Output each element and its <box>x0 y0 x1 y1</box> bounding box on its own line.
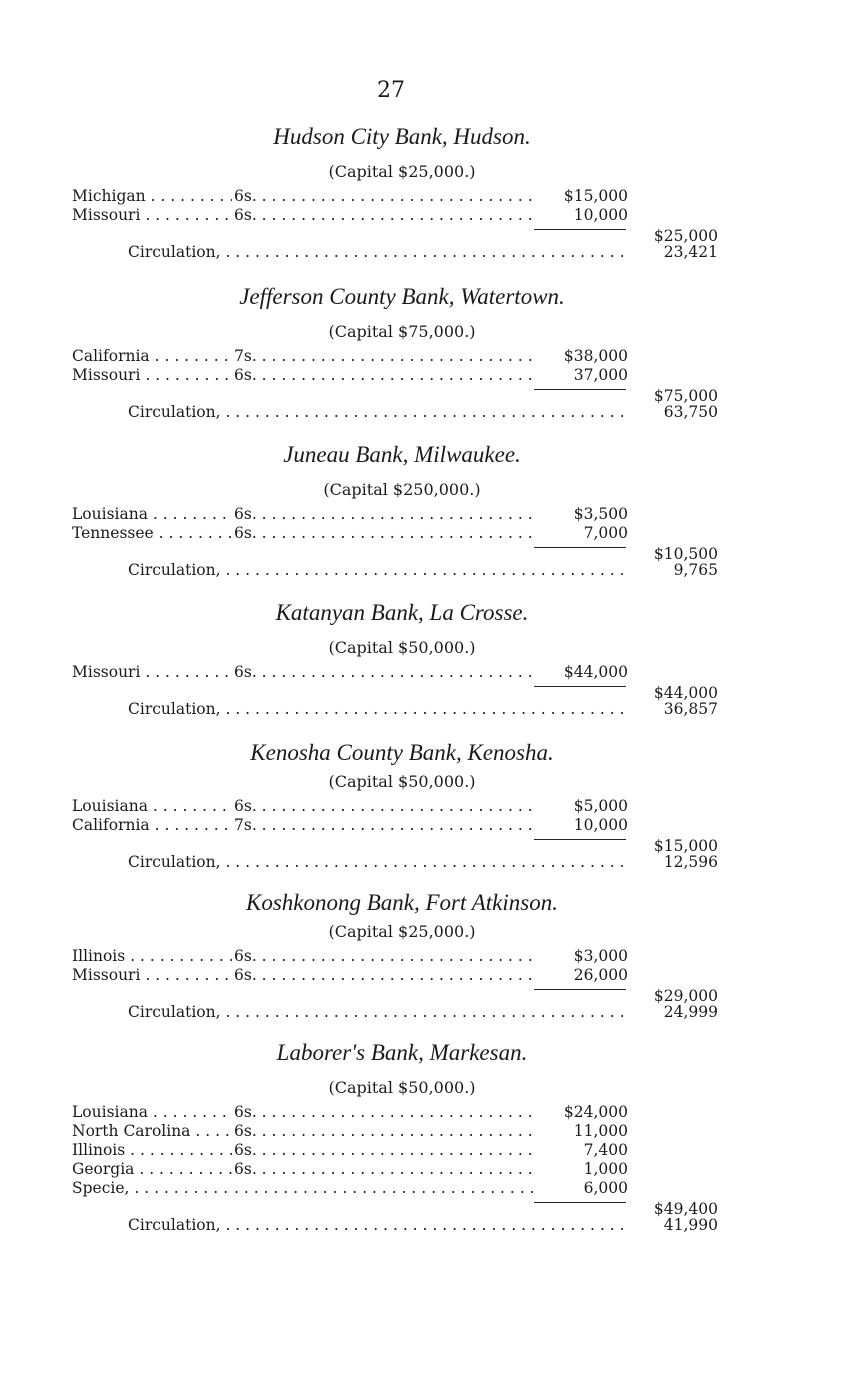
holding-rate: 6s <box>234 947 252 965</box>
holding-state: Missouri <box>72 663 141 681</box>
holdings-list <box>72 505 722 543</box>
holdings-list <box>72 797 722 835</box>
holding-row <box>72 187 722 206</box>
holding-state: Louisiana <box>72 797 148 815</box>
circulation-label: Circulation, <box>128 1003 221 1021</box>
circulation-row <box>72 853 722 872</box>
subtotal-rule <box>534 389 626 390</box>
bank-total: $25,000 <box>653 227 718 245</box>
holding-row <box>72 816 722 835</box>
bank-title: Laborer's Bank, Markesan. <box>276 1040 528 1065</box>
holding-amount: 10,000 <box>568 206 628 225</box>
holding-row <box>72 366 722 385</box>
circulation-value: 9,765 <box>673 561 718 579</box>
circulation-value: 24,999 <box>663 1003 718 1021</box>
holding-amount: $3,000 <box>568 947 628 966</box>
holding-rate: 6s <box>234 187 252 205</box>
holding-amount: $38,000 <box>558 347 628 366</box>
circulation-label: Circulation, <box>128 561 221 579</box>
holding-rate: 6s <box>234 797 252 815</box>
holding-state: California <box>72 347 150 365</box>
holding-row <box>72 206 722 225</box>
bank-total: $29,000 <box>653 987 718 1005</box>
subtotal-rule <box>534 547 626 548</box>
holding-amount: 7,000 <box>578 524 628 543</box>
circulation-label: Circulation, <box>128 700 221 718</box>
holding-row <box>72 347 722 366</box>
holding-amount: 10,000 <box>568 816 628 835</box>
holding-state: Missouri <box>72 206 141 224</box>
holding-amount: $44,000 <box>558 663 628 682</box>
holding-row <box>72 966 722 985</box>
holding-rate: 6s <box>234 1160 252 1178</box>
page-number: 27 <box>377 78 405 103</box>
bank-total: $75,000 <box>653 387 718 405</box>
bank-total: $44,000 <box>653 684 718 702</box>
circulation-row <box>72 700 722 719</box>
circulation-value: 41,990 <box>663 1216 718 1234</box>
subtotal-rule-row <box>72 543 722 561</box>
holdings-list <box>72 663 722 682</box>
holding-row <box>72 1122 722 1141</box>
bank-capital: (Capital $250,000.) <box>323 480 481 499</box>
holding-state: Louisiana <box>72 1103 148 1121</box>
bank-entry-kenosha-county <box>72 740 722 872</box>
subtotal-rule-row <box>72 835 722 853</box>
subtotal-rule <box>534 1202 626 1203</box>
holding-rate: 7s <box>234 347 252 365</box>
circulation-row <box>72 243 722 262</box>
bank-title: Katanyan Bank, La Crosse. <box>275 600 529 625</box>
circulation-row <box>72 403 722 422</box>
holding-state: Illinois <box>72 947 126 965</box>
bank-capital: (Capital $25,000.) <box>328 922 476 941</box>
holding-state: Specie, <box>72 1179 130 1197</box>
bank-entry-katanyan <box>72 600 722 719</box>
bank-capital: (Capital $50,000.) <box>328 1078 476 1097</box>
holding-amount: $3,500 <box>568 505 628 524</box>
holding-amount: 37,000 <box>568 366 628 385</box>
holding-row <box>72 663 722 682</box>
holding-state: Missouri <box>72 366 141 384</box>
holding-amount: $15,000 <box>558 187 628 206</box>
holding-state: Illinois <box>72 1141 126 1159</box>
bank-total: $49,400 <box>653 1200 718 1218</box>
bank-title: Jefferson County Bank, Watertown. <box>239 284 565 309</box>
bank-entry-laborers <box>72 1040 722 1235</box>
holdings-list <box>72 187 722 225</box>
circulation-label: Circulation, <box>128 1216 221 1234</box>
circulation-value: 36,857 <box>663 700 718 718</box>
holding-state: California <box>72 816 150 834</box>
holding-state: Michigan <box>72 187 146 205</box>
bank-title: Hudson City Bank, Hudson. <box>273 124 531 149</box>
bank-title: Kenosha County Bank, Kenosha. <box>250 740 554 765</box>
bank-entry-juneau <box>72 442 722 580</box>
bank-total: $10,500 <box>653 545 718 563</box>
holding-rate: 6s <box>234 505 252 523</box>
bank-total: $15,000 <box>653 837 718 855</box>
subtotal-rule-row <box>72 1198 722 1216</box>
holding-rate: 6s <box>234 1122 252 1140</box>
bank-title: Juneau Bank, Milwaukee. <box>283 442 521 467</box>
subtotal-rule-row <box>72 682 722 700</box>
holding-amount: 1,000 <box>578 1160 628 1179</box>
holdings-list <box>72 347 722 385</box>
holding-state: Missouri <box>72 966 141 984</box>
bank-capital: (Capital $50,000.) <box>328 638 476 657</box>
holding-rate: 6s <box>234 966 252 984</box>
circulation-row <box>72 1003 722 1022</box>
holding-row <box>72 524 722 543</box>
holding-amount: 6,000 <box>578 1179 628 1198</box>
subtotal-rule-row <box>72 985 722 1003</box>
subtotal-rule <box>534 839 626 840</box>
subtotal-rule <box>534 229 626 230</box>
holding-rate: 6s <box>234 206 252 224</box>
holding-amount: 26,000 <box>568 966 628 985</box>
circulation-label: Circulation, <box>128 853 221 871</box>
holding-rate: 7s <box>234 816 252 834</box>
bank-entry-jefferson-county <box>72 284 722 422</box>
circulation-value: 23,421 <box>663 243 718 261</box>
bank-entry-koshkonong <box>72 890 722 1022</box>
holding-amount: $24,000 <box>558 1103 628 1122</box>
holding-state: North Carolina <box>72 1122 191 1140</box>
circulation-value: 63,750 <box>663 403 718 421</box>
bank-entry-hudson-city <box>72 124 722 262</box>
subtotal-rule-row <box>72 385 722 403</box>
bank-capital: (Capital $50,000.) <box>328 772 476 791</box>
holding-row <box>72 947 722 966</box>
subtotal-rule <box>534 686 626 687</box>
holding-row <box>72 1141 722 1160</box>
holding-row <box>72 797 722 816</box>
holding-rate: 6s <box>234 1103 252 1121</box>
holding-state: Louisiana <box>72 505 148 523</box>
holding-row <box>72 1179 722 1198</box>
holding-rate: 6s <box>234 1141 252 1159</box>
holding-state: Georgia <box>72 1160 135 1178</box>
bank-capital: (Capital $25,000.) <box>328 162 476 181</box>
bank-title: Koshkonong Bank, Fort Atkinson. <box>246 890 558 915</box>
holdings-list <box>72 947 722 985</box>
holding-row <box>72 1160 722 1179</box>
holding-rate: 6s <box>234 524 252 542</box>
holdings-list <box>72 1103 722 1198</box>
holding-rate: 6s <box>234 663 252 681</box>
holding-amount: $5,000 <box>568 797 628 816</box>
circulation-row <box>72 1216 722 1235</box>
bank-capital: (Capital $75,000.) <box>328 322 476 341</box>
holding-rate: 6s <box>234 366 252 384</box>
holding-state: Tennessee <box>72 524 154 542</box>
circulation-value: 12,596 <box>663 853 718 871</box>
circulation-label: Circulation, <box>128 243 221 261</box>
circulation-label: Circulation, <box>128 403 221 421</box>
holding-row <box>72 505 722 524</box>
holding-amount: 7,400 <box>578 1141 628 1160</box>
holding-row <box>72 1103 722 1122</box>
holding-amount: 11,000 <box>568 1122 628 1141</box>
circulation-row <box>72 561 722 580</box>
subtotal-rule-row <box>72 225 722 243</box>
subtotal-rule <box>534 989 626 990</box>
